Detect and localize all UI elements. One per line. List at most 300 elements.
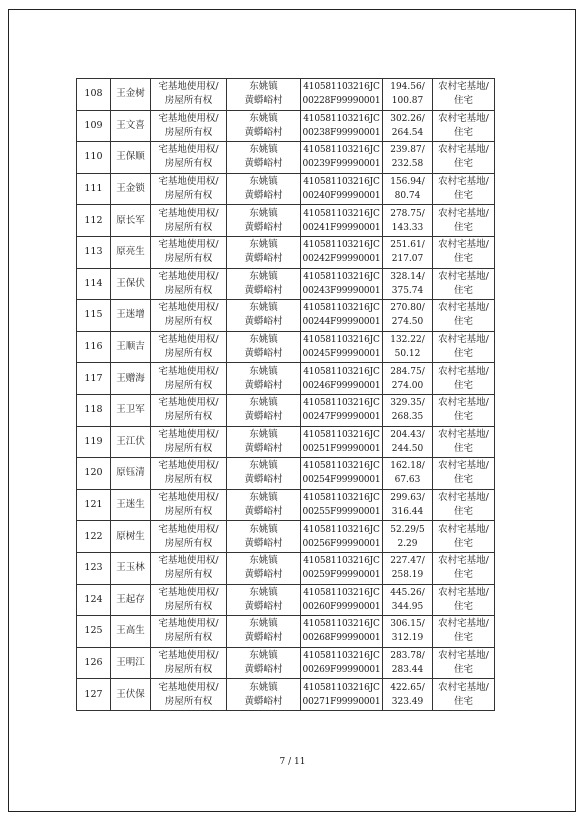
- right-type-line-2: 房屋所有权: [164, 221, 213, 233]
- location-line-2: 黄蟒峪村: [244, 95, 283, 107]
- right-type-cell: [151, 236, 227, 268]
- right-type-cell: [151, 426, 227, 458]
- right-type-line-2: 房屋所有权: [164, 695, 213, 707]
- owner-name-cell: [111, 584, 151, 616]
- area-line-2: 316.44: [391, 507, 424, 518]
- table-row: [77, 236, 495, 268]
- area-line-2: 143.33: [391, 222, 424, 233]
- row-number: 112: [84, 214, 103, 226]
- area-line-1: 306.15/: [390, 619, 425, 630]
- location-line-1: 东姚镇: [249, 397, 278, 409]
- land-use-line-2: 住宅: [453, 253, 473, 265]
- unit-code-line-2: 00251F99990001: [302, 443, 381, 454]
- area-line-1: 52.29/5: [390, 524, 425, 535]
- row-number-cell: [77, 552, 111, 584]
- area-line-1: 422.65/: [390, 682, 425, 693]
- unit-code-cell: [301, 426, 383, 458]
- row-number: 114: [84, 277, 103, 289]
- row-number-cell: [77, 142, 111, 174]
- unit-code-line-1: 410581103216JC: [303, 650, 380, 661]
- location-line-1: 东姚镇: [249, 207, 278, 219]
- area-line-2: 244.50: [391, 443, 424, 454]
- area-line-2: 283.44: [391, 664, 424, 675]
- right-type-line-1: 宅基地使用权/: [158, 112, 219, 124]
- land-use-line-1: 农村宅基地/: [438, 649, 489, 661]
- area-line-2: 312.19: [391, 633, 424, 644]
- unit-code-line-1: 410581103216JC: [303, 366, 380, 377]
- area-line-2: 274.50: [391, 317, 424, 328]
- row-number: 123: [84, 562, 103, 574]
- location-line-2: 黄蟒峪村: [244, 695, 283, 707]
- land-use-line-1: 农村宅基地/: [438, 239, 489, 251]
- area-line-2: 100.87: [391, 96, 424, 107]
- land-use-cell: [433, 394, 495, 426]
- unit-code-line-2: 00245F99990001: [302, 349, 381, 360]
- unit-code-line-1: 410581103216JC: [303, 240, 380, 251]
- row-number: 120: [84, 467, 103, 479]
- table-row: [77, 363, 495, 395]
- location-cell: [227, 458, 301, 490]
- owner-name: 王金树: [116, 88, 145, 100]
- location-line-2: 黄蟒峪村: [244, 632, 283, 644]
- land-use-line-1: 农村宅基地/: [438, 112, 489, 124]
- location-cell: [227, 236, 301, 268]
- land-use-line-1: 农村宅基地/: [438, 586, 489, 598]
- right-type-line-1: 宅基地使用权/: [158, 555, 219, 567]
- land-use-cell: [433, 489, 495, 521]
- unit-code-line-1: 410581103216JC: [303, 587, 380, 598]
- location-line-2: 黄蟒峪村: [244, 348, 283, 360]
- owner-name: 王金锁: [116, 183, 145, 195]
- location-line-1: 东姚镇: [249, 270, 278, 282]
- location-line-1: 东姚镇: [249, 334, 278, 346]
- area-cell: [383, 647, 433, 679]
- unit-code-cell: [301, 584, 383, 616]
- land-use-cell: [433, 363, 495, 395]
- area-line-1: 239.87/: [390, 145, 425, 156]
- owner-name: 王伏保: [116, 688, 145, 700]
- land-use-line-2: 住宅: [453, 284, 473, 296]
- owner-name-cell: [111, 331, 151, 363]
- unit-code-cell: [301, 521, 383, 553]
- table-row: [77, 552, 495, 584]
- right-type-line-2: 房屋所有权: [164, 348, 213, 360]
- table-row: [77, 521, 495, 553]
- unit-code-line-2: 00246F99990001: [302, 380, 381, 391]
- area-line-2: 67.63: [394, 475, 421, 486]
- land-use-line-1: 农村宅基地/: [438, 270, 489, 282]
- location-line-2: 黄蟒峪村: [244, 442, 283, 454]
- owner-name-cell: [111, 142, 151, 174]
- land-use-line-2: 住宅: [453, 442, 473, 454]
- table-row: [77, 489, 495, 521]
- area-cell: [383, 616, 433, 648]
- land-use-line-1: 农村宅基地/: [438, 302, 489, 314]
- unit-code-line-1: 410581103216JC: [303, 113, 380, 124]
- right-type-cell: [151, 110, 227, 142]
- table-row: [77, 458, 495, 490]
- table-row: [77, 110, 495, 142]
- location-cell: [227, 426, 301, 458]
- owner-name: 王赠海: [116, 372, 145, 384]
- land-use-cell: [433, 300, 495, 332]
- row-number-cell: [77, 268, 111, 300]
- land-use-line-2: 住宅: [453, 158, 473, 170]
- location-line-1: 东姚镇: [249, 81, 278, 93]
- area-line-1: 227.47/: [390, 556, 425, 567]
- right-type-cell: [151, 679, 227, 711]
- area-line-2: 80.74: [394, 191, 421, 202]
- location-cell: [227, 268, 301, 300]
- location-line-2: 黄蟒峪村: [244, 663, 283, 675]
- location-line-2: 黄蟒峪村: [244, 474, 283, 486]
- right-type-cell: [151, 458, 227, 490]
- unit-code-line-2: 00240F99990001: [302, 191, 381, 202]
- area-line-1: 204.43/: [390, 429, 425, 440]
- area-line-2: 232.58: [391, 159, 424, 170]
- unit-code-cell: [301, 616, 383, 648]
- row-number: 126: [84, 656, 103, 668]
- unit-code-line-2: 00242F99990001: [302, 254, 381, 265]
- page-number: 7 / 11: [279, 757, 306, 767]
- area-line-2: 258.19: [391, 570, 424, 581]
- unit-code-cell: [301, 458, 383, 490]
- owner-name-cell: [111, 521, 151, 553]
- location-line-1: 东姚镇: [249, 523, 278, 535]
- row-number: 118: [84, 404, 103, 416]
- unit-code-line-2: 00260F99990001: [302, 601, 381, 612]
- right-type-line-1: 宅基地使用权/: [158, 586, 219, 598]
- right-type-cell: [151, 142, 227, 174]
- owner-name-cell: [111, 236, 151, 268]
- table-row: [77, 331, 495, 363]
- owner-name-cell: [111, 363, 151, 395]
- location-line-1: 东姚镇: [249, 618, 278, 630]
- area-cell: [383, 300, 433, 332]
- right-type-line-2: 房屋所有权: [164, 411, 213, 423]
- unit-code-cell: [301, 363, 383, 395]
- unit-code-line-1: 410581103216JC: [303, 303, 380, 314]
- area-line-2: 344.95: [391, 601, 424, 612]
- right-type-line-2: 房屋所有权: [164, 569, 213, 581]
- unit-code-line-2: 00243F99990001: [302, 285, 381, 296]
- land-use-line-1: 农村宅基地/: [438, 428, 489, 440]
- table-row: [77, 647, 495, 679]
- unit-code-cell: [301, 552, 383, 584]
- land-use-cell: [433, 142, 495, 174]
- right-type-line-2: 房屋所有权: [164, 537, 213, 549]
- land-use-line-2: 住宅: [453, 411, 473, 423]
- land-use-line-1: 农村宅基地/: [438, 492, 489, 504]
- right-type-line-1: 宅基地使用权/: [158, 428, 219, 440]
- area-cell: [383, 552, 433, 584]
- land-use-line-1: 农村宅基地/: [438, 176, 489, 188]
- owner-name: 王玉林: [116, 562, 145, 574]
- row-number: 110: [84, 151, 103, 163]
- owner-name: 王迷增: [116, 309, 145, 321]
- unit-code-cell: [301, 110, 383, 142]
- owner-name-cell: [111, 205, 151, 237]
- location-cell: [227, 616, 301, 648]
- right-type-line-2: 房屋所有权: [164, 190, 213, 202]
- location-cell: [227, 394, 301, 426]
- table-row: [77, 679, 495, 711]
- land-use-line-2: 住宅: [453, 221, 473, 233]
- location-cell: [227, 584, 301, 616]
- land-use-cell: [433, 647, 495, 679]
- location-cell: [227, 331, 301, 363]
- row-number-cell: [77, 363, 111, 395]
- right-type-line-2: 房屋所有权: [164, 506, 213, 518]
- area-cell: [383, 173, 433, 205]
- unit-code-line-2: 00244F99990001: [302, 317, 381, 328]
- land-use-line-2: 住宅: [453, 190, 473, 202]
- owner-name: 原钰清: [116, 467, 145, 479]
- area-line-2: 50.12: [394, 349, 421, 360]
- owner-name: 王迷生: [116, 499, 145, 511]
- row-number: 124: [84, 593, 103, 605]
- land-use-line-1: 农村宅基地/: [438, 460, 489, 472]
- owner-name-cell: [111, 173, 151, 205]
- right-type-line-1: 宅基地使用权/: [158, 649, 219, 661]
- area-line-1: 278.75/: [390, 208, 425, 219]
- area-cell: [383, 363, 433, 395]
- right-type-line-1: 宅基地使用权/: [158, 270, 219, 282]
- land-use-line-2: 住宅: [453, 537, 473, 549]
- location-line-1: 东姚镇: [249, 428, 278, 440]
- area-cell: [383, 236, 433, 268]
- location-cell: [227, 521, 301, 553]
- land-use-line-1: 农村宅基地/: [438, 681, 489, 693]
- area-cell: [383, 110, 433, 142]
- unit-code-line-1: 410581103216JC: [303, 493, 380, 504]
- location-line-2: 黄蟒峪村: [244, 126, 283, 138]
- land-use-cell: [433, 584, 495, 616]
- right-type-line-1: 宅基地使用权/: [158, 618, 219, 630]
- land-use-line-1: 农村宅基地/: [438, 365, 489, 377]
- unit-code-line-1: 410581103216JC: [303, 524, 380, 535]
- location-line-1: 东姚镇: [249, 649, 278, 661]
- unit-code-line-1: 410581103216JC: [303, 398, 380, 409]
- location-cell: [227, 489, 301, 521]
- row-number-cell: [77, 110, 111, 142]
- row-number: 109: [84, 119, 103, 131]
- unit-code-line-1: 410581103216JC: [303, 145, 380, 156]
- location-line-1: 东姚镇: [249, 144, 278, 156]
- land-use-line-2: 住宅: [453, 506, 473, 518]
- location-line-2: 黄蟒峪村: [244, 537, 283, 549]
- owner-name: 原亮生: [116, 246, 145, 258]
- owner-name-cell: [111, 394, 151, 426]
- area-cell: [383, 458, 433, 490]
- unit-code-line-2: 00271F99990001: [302, 696, 381, 707]
- land-use-line-1: 农村宅基地/: [438, 555, 489, 567]
- land-use-line-1: 农村宅基地/: [438, 618, 489, 630]
- location-line-2: 黄蟒峪村: [244, 506, 283, 518]
- unit-code-line-2: 00255F99990001: [302, 507, 381, 518]
- land-use-line-1: 农村宅基地/: [438, 523, 489, 535]
- area-cell: [383, 331, 433, 363]
- land-use-cell: [433, 236, 495, 268]
- owner-name-cell: [111, 268, 151, 300]
- area-line-1: 162.18/: [390, 461, 425, 472]
- location-line-2: 黄蟒峪村: [244, 316, 283, 328]
- area-line-1: 299.63/: [390, 493, 425, 504]
- row-number-cell: [77, 394, 111, 426]
- unit-code-line-2: 00241F99990001: [302, 222, 381, 233]
- row-number: 117: [84, 372, 103, 384]
- unit-code-line-2: 00254F99990001: [302, 475, 381, 486]
- owner-name-cell: [111, 300, 151, 332]
- owner-name: 王文喜: [116, 119, 145, 131]
- unit-code-line-2: 00259F99990001: [302, 570, 381, 581]
- unit-code-cell: [301, 489, 383, 521]
- owner-name: 王起存: [116, 593, 145, 605]
- owner-name-cell: [111, 552, 151, 584]
- unit-code-line-1: 410581103216JC: [303, 556, 380, 567]
- unit-code-line-2: 00228F99990001: [302, 96, 381, 107]
- area-line-1: 302.26/: [390, 113, 425, 124]
- unit-code-line-2: 00256F99990001: [302, 538, 381, 549]
- right-type-line-1: 宅基地使用权/: [158, 492, 219, 504]
- right-type-line-2: 房屋所有权: [164, 253, 213, 265]
- area-line-2: 323.49: [391, 696, 424, 707]
- right-type-cell: [151, 616, 227, 648]
- right-type-line-1: 宅基地使用权/: [158, 397, 219, 409]
- right-type-line-1: 宅基地使用权/: [158, 81, 219, 93]
- right-type-line-2: 房屋所有权: [164, 442, 213, 454]
- row-number-cell: [77, 205, 111, 237]
- land-use-cell: [433, 552, 495, 584]
- row-number-cell: [77, 79, 111, 111]
- unit-code-cell: [301, 300, 383, 332]
- right-type-line-1: 宅基地使用权/: [158, 176, 219, 188]
- unit-code-cell: [301, 205, 383, 237]
- right-type-line-1: 宅基地使用权/: [158, 207, 219, 219]
- table-row: [77, 394, 495, 426]
- location-line-2: 黄蟒峪村: [244, 284, 283, 296]
- location-line-1: 东姚镇: [249, 302, 278, 314]
- right-type-line-2: 房屋所有权: [164, 379, 213, 391]
- area-line-2: 268.35: [391, 412, 424, 423]
- right-type-cell: [151, 552, 227, 584]
- location-line-2: 黄蟒峪村: [244, 158, 283, 170]
- right-type-line-1: 宅基地使用权/: [158, 302, 219, 314]
- location-cell: [227, 142, 301, 174]
- unit-code-cell: [301, 173, 383, 205]
- right-type-cell: [151, 489, 227, 521]
- row-number-cell: [77, 616, 111, 648]
- right-type-line-1: 宅基地使用权/: [158, 523, 219, 535]
- location-line-2: 黄蟒峪村: [244, 600, 283, 612]
- owner-name-cell: [111, 110, 151, 142]
- right-type-cell: [151, 268, 227, 300]
- area-cell: [383, 142, 433, 174]
- row-number-cell: [77, 458, 111, 490]
- area-cell: [383, 394, 433, 426]
- registration-table: [76, 78, 495, 711]
- location-cell: [227, 647, 301, 679]
- owner-name: 王保顺: [116, 151, 145, 163]
- land-use-cell: [433, 331, 495, 363]
- land-use-line-2: 住宅: [453, 126, 473, 138]
- right-type-cell: [151, 173, 227, 205]
- owner-name: 王卫军: [116, 404, 145, 416]
- row-number-cell: [77, 489, 111, 521]
- land-use-cell: [433, 616, 495, 648]
- table-row: [77, 300, 495, 332]
- area-cell: [383, 426, 433, 458]
- row-number-cell: [77, 647, 111, 679]
- location-line-1: 东姚镇: [249, 555, 278, 567]
- location-cell: [227, 300, 301, 332]
- area-line-1: 328.14/: [390, 271, 425, 282]
- land-use-cell: [433, 679, 495, 711]
- location-line-1: 东姚镇: [249, 176, 278, 188]
- owner-name-cell: [111, 489, 151, 521]
- owner-name-cell: [111, 79, 151, 111]
- row-number: 121: [84, 499, 103, 511]
- location-line-1: 东姚镇: [249, 681, 278, 693]
- unit-code-cell: [301, 647, 383, 679]
- owner-name-cell: [111, 458, 151, 490]
- land-use-cell: [433, 426, 495, 458]
- right-type-line-2: 房屋所有权: [164, 663, 213, 675]
- right-type-cell: [151, 394, 227, 426]
- table-row: [77, 142, 495, 174]
- row-number: 115: [84, 309, 103, 321]
- table-row: [77, 79, 495, 111]
- area-line-1: 270.80/: [390, 303, 425, 314]
- unit-code-line-2: 00239F99990001: [302, 159, 381, 170]
- land-use-line-2: 住宅: [453, 95, 473, 107]
- land-use-line-2: 住宅: [453, 379, 473, 391]
- area-cell: [383, 679, 433, 711]
- land-use-line-2: 住宅: [453, 316, 473, 328]
- right-type-line-2: 房屋所有权: [164, 284, 213, 296]
- row-number-cell: [77, 679, 111, 711]
- right-type-cell: [151, 300, 227, 332]
- land-use-line-2: 住宅: [453, 632, 473, 644]
- row-number: 116: [84, 341, 103, 353]
- location-line-2: 黄蟒峪村: [244, 253, 283, 265]
- row-number: 122: [84, 530, 103, 542]
- unit-code-cell: [301, 394, 383, 426]
- unit-code-line-1: 410581103216JC: [303, 208, 380, 219]
- area-line-1: 156.94/: [390, 177, 425, 188]
- area-cell: [383, 79, 433, 111]
- right-type-cell: [151, 363, 227, 395]
- location-line-1: 东姚镇: [249, 112, 278, 124]
- land-use-cell: [433, 458, 495, 490]
- unit-code-line-2: 00247F99990001: [302, 412, 381, 423]
- unit-code-cell: [301, 331, 383, 363]
- land-use-line-1: 农村宅基地/: [438, 397, 489, 409]
- right-type-line-1: 宅基地使用权/: [158, 365, 219, 377]
- location-line-1: 东姚镇: [249, 365, 278, 377]
- unit-code-cell: [301, 142, 383, 174]
- unit-code-line-1: 410581103216JC: [303, 461, 380, 472]
- owner-name: 王保伏: [116, 277, 145, 289]
- row-number-cell: [77, 584, 111, 616]
- location-line-2: 黄蟒峪村: [244, 379, 283, 391]
- right-type-line-2: 房屋所有权: [164, 474, 213, 486]
- area-line-1: 284.75/: [390, 366, 425, 377]
- location-cell: [227, 173, 301, 205]
- land-use-line-2: 住宅: [453, 474, 473, 486]
- land-use-cell: [433, 173, 495, 205]
- land-use-line-2: 住宅: [453, 695, 473, 707]
